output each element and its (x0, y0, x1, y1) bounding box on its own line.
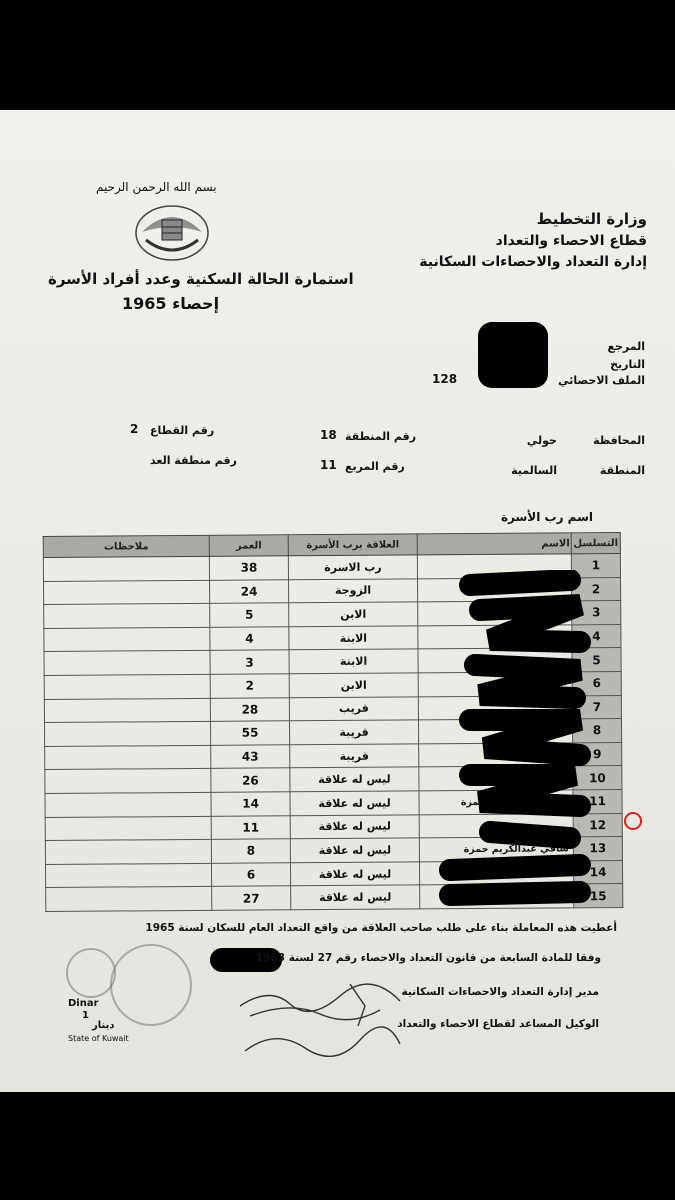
row-serial: 3 (572, 601, 621, 625)
row-serial: 7 (572, 695, 621, 719)
zone-label: رقم المنطقة (345, 430, 417, 443)
row-notes (44, 580, 210, 605)
governorate-label: المحافظة (593, 434, 645, 447)
row-serial: 8 (572, 719, 621, 743)
row-serial: 2 (571, 577, 620, 601)
row-age: 4 (210, 627, 289, 651)
ministry-line-2: قطاع الاحصاء والتعداد (495, 233, 647, 249)
row-serial: 13 (573, 837, 622, 861)
row-notes (44, 698, 210, 723)
row-relation: قريب (289, 696, 418, 720)
deputy-title: الوكيل المساعد لقطاع الاحصاء والتعداد (397, 1018, 599, 1030)
row-serial: 15 (574, 884, 623, 908)
row-relation: الابن (289, 673, 418, 697)
row-age: 24 (210, 579, 289, 603)
row-relation: ليس له علاقة (290, 862, 419, 886)
row-relation: ليس له علاقة (290, 838, 419, 862)
row-serial: 12 (573, 813, 622, 837)
row-serial: 10 (573, 766, 622, 790)
census-area-label: رقم منطقة العد (150, 454, 237, 467)
date-label: التاريخ (610, 358, 645, 371)
stamp-text-one: 1 (82, 1010, 89, 1021)
kuwait-emblem-icon (132, 202, 212, 264)
row-relation: ليس له علاقة (291, 885, 420, 909)
row-serial: 9 (573, 742, 622, 766)
row-age: 3 (210, 650, 289, 674)
signature-marks (230, 966, 410, 1066)
row-serial: 11 (573, 789, 622, 813)
row-relation: الابنة (289, 649, 418, 673)
row-notes (44, 722, 210, 747)
row-age: 8 (211, 839, 290, 863)
stamp-text-country: State of Kuwait (68, 1034, 129, 1043)
row-notes (46, 887, 212, 912)
row-age: 11 (211, 815, 290, 839)
row-serial: 5 (572, 648, 621, 672)
row-age: 43 (211, 745, 290, 769)
row-name: نجم عبدالكريم حمزة (420, 884, 574, 909)
row-relation: قريبة (289, 720, 418, 744)
row-age: 6 (211, 863, 290, 887)
row-name: مسافر عبدالكريم حمزة (419, 790, 573, 815)
official-stamp (110, 944, 192, 1026)
row-notes (44, 651, 210, 676)
row-notes (44, 674, 210, 699)
row-notes (45, 769, 211, 794)
ministry-line-1: وزارة التخطيط (536, 210, 647, 228)
file-label: الملف الاحصائي (558, 374, 645, 387)
head-of-family-label: اسم رب الأسرة (500, 510, 593, 524)
row-notes (43, 556, 209, 581)
file-number: 128 (432, 372, 458, 386)
reference-label: المرجع (607, 340, 645, 353)
basmala: بسم الله الرحمن الرحيم (96, 180, 217, 194)
row-serial: 4 (572, 624, 621, 648)
row-serial: 1 (571, 553, 620, 577)
redaction-reference (478, 322, 548, 388)
row-name: احمد عبدالكريم حمزة (419, 766, 573, 791)
revenue-stamp (66, 948, 116, 998)
row-name: شافي عبدالكريم حمزة (419, 837, 573, 862)
issued-statement: أعطيت هذه المعاملة بناء على طلب صاحب العلاقة من واقع التعداد العام للسكان لسنة 1965 (145, 922, 617, 934)
area-label: المنطقة (599, 464, 645, 477)
stamp-text-arabic: دينار (92, 1020, 115, 1031)
row-age: 2 (210, 674, 289, 698)
row-notes (45, 839, 211, 864)
red-circle-marker (624, 812, 642, 830)
row-relation: ليس له علاقة (290, 814, 419, 838)
row-notes (44, 604, 210, 629)
law-statement: وفقا للمادة السابعة من قانون التعداد والاحصاء رقم 27 لسنة 1963 (255, 952, 601, 964)
row-age: 26 (211, 768, 290, 792)
row-relation: الابن (289, 602, 418, 626)
row-notes (44, 627, 210, 652)
row-relation: رب الاسرة (288, 555, 417, 579)
row-age: 38 (209, 556, 288, 580)
header-age: العمر (209, 535, 288, 557)
header-serial: التسلسل (571, 532, 620, 553)
sector-value: 2 (130, 422, 139, 436)
zone-value: 18 (320, 428, 337, 442)
row-notes (45, 816, 211, 841)
row-age: 5 (210, 603, 289, 627)
header-name: الاسم (417, 533, 571, 555)
row-age: 27 (212, 886, 291, 910)
director-title: مدير إدارة التعداد والاحصاءات السكانية (401, 986, 599, 998)
row-relation: قريبة (290, 744, 419, 768)
header-relation: العلاقة برب الأسرة (288, 534, 417, 556)
sector-label: رقم القطاع (150, 424, 215, 437)
row-notes (45, 745, 211, 770)
ministry-line-3: إدارة التعداد والاحصاءات السكانية (419, 254, 647, 270)
row-notes (45, 863, 211, 888)
form-title: استمارة الحالة السكنية وعدد أفراد الأسرة (48, 270, 354, 288)
block-value: 11 (320, 458, 337, 472)
governorate-value: حولي (526, 434, 557, 447)
row-relation: الابنة (289, 626, 418, 650)
row-age: 14 (211, 792, 290, 816)
stamp-text-dinar: Dinar (68, 998, 99, 1009)
census-year: إحصاء 1965 (122, 294, 220, 313)
row-relation: ليس له علاقة (290, 791, 419, 815)
row-serial: 6 (572, 671, 621, 695)
redaction-scribble (430, 570, 600, 910)
header-notes: ملاحظات (43, 535, 209, 557)
row-relation: الزوجة (289, 579, 418, 603)
block-label: رقم المربع (345, 460, 405, 473)
area-value: السالمية (511, 464, 557, 477)
row-age: 55 (210, 721, 289, 745)
row-notes (45, 792, 211, 817)
row-serial: 14 (573, 860, 622, 884)
row-age: 28 (210, 697, 289, 721)
document-page (0, 110, 675, 1092)
row-relation: ليس له علاقة (290, 767, 419, 791)
